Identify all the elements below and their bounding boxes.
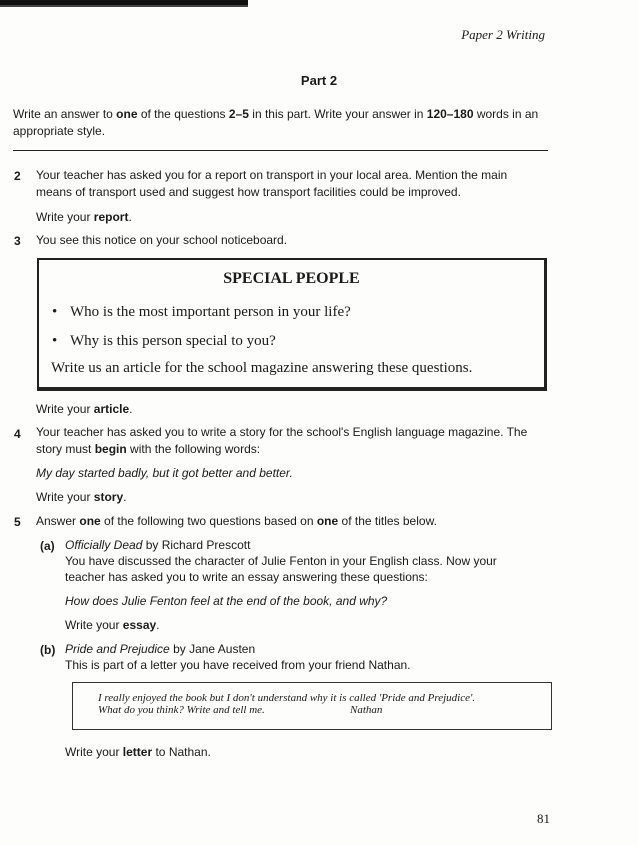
divider [13,150,548,151]
q5b-line-2: This is part of a letter you have received from your friend Nathan. [65,658,411,672]
letter-line-1: I really enjoyed the book but I don't understand why it is called 'Pride and Prejudice'. [98,692,476,704]
notice-box [37,258,547,391]
notice-title: SPECIAL PEOPLE [223,270,360,287]
question-number-5: 5 [14,515,21,529]
q5b-title-line: Pride and Prejudice by Jane Austen [65,642,256,656]
notice-bullet-2: • Why is this person special to you? [52,333,276,349]
letter-signature: Nathan [350,704,383,716]
letter-excerpt-box [72,682,552,730]
q5a-write-instruction: Write your essay. [65,618,160,632]
top-border-rule [0,0,248,5]
q4-line-1: Your teacher has asked you to write a story for the school's English language magazine. The [36,425,528,439]
question-number-3: 3 [14,234,21,248]
q4-line-2: story must begin with the following words: [36,442,261,456]
q2-line-2: means of transport used and suggest how transport facilities could be improved. [36,185,461,199]
part-title: Part 2 [300,73,338,88]
q2-line-1: Your teacher has asked you for a report on transport in your local area. Mention the main [36,168,508,182]
letter-line-2: What do you think? Write and tell me. [98,704,265,716]
bullet-icon: • [52,304,58,320]
notice-bullet-1: • Who is the most important person in your life? [52,304,351,320]
bullet-icon: • [52,333,58,349]
page-header: Paper 2 Writing [461,27,545,42]
q3-write-instruction: Write your article. [36,402,133,416]
q5a-line-2: You have discussed the character of Julie Fenton in your English class. Now your [65,554,497,568]
q5a-question: How does Julie Fenton feel at the end of the book, and why? [65,594,388,608]
question-number-2: 2 [14,169,21,183]
q5a-line-3: teacher has asked you to write an essay answering these questions: [65,570,428,584]
q3-line-1: You see this notice on your school noticeboard. [36,233,288,247]
notice-footer: Write us an article for the school magazine answering these questions. [51,360,473,376]
q5b-write-instruction: Write your letter to Nathan. [65,745,211,759]
q5a-label: (a) [40,539,55,553]
question-number-4: 4 [14,427,21,441]
q5a-title-line: Officially Dead by Richard Prescott [65,538,251,552]
q4-write-instruction: Write your story. [36,490,127,504]
q5-line-1: Answer one of the following two questions based on one of the titles below. [36,514,437,528]
page-number: 81 [537,811,550,826]
q4-start-words: My day started badly, but it got better and better. [36,466,293,480]
q5b-label: (b) [40,643,56,657]
q2-write-instruction: Write your report. [36,210,132,224]
instructions: Write an answer to one of the questions 2–5 in this part. Write your answer in 120–180 words in an appropriate style. [13,107,539,138]
